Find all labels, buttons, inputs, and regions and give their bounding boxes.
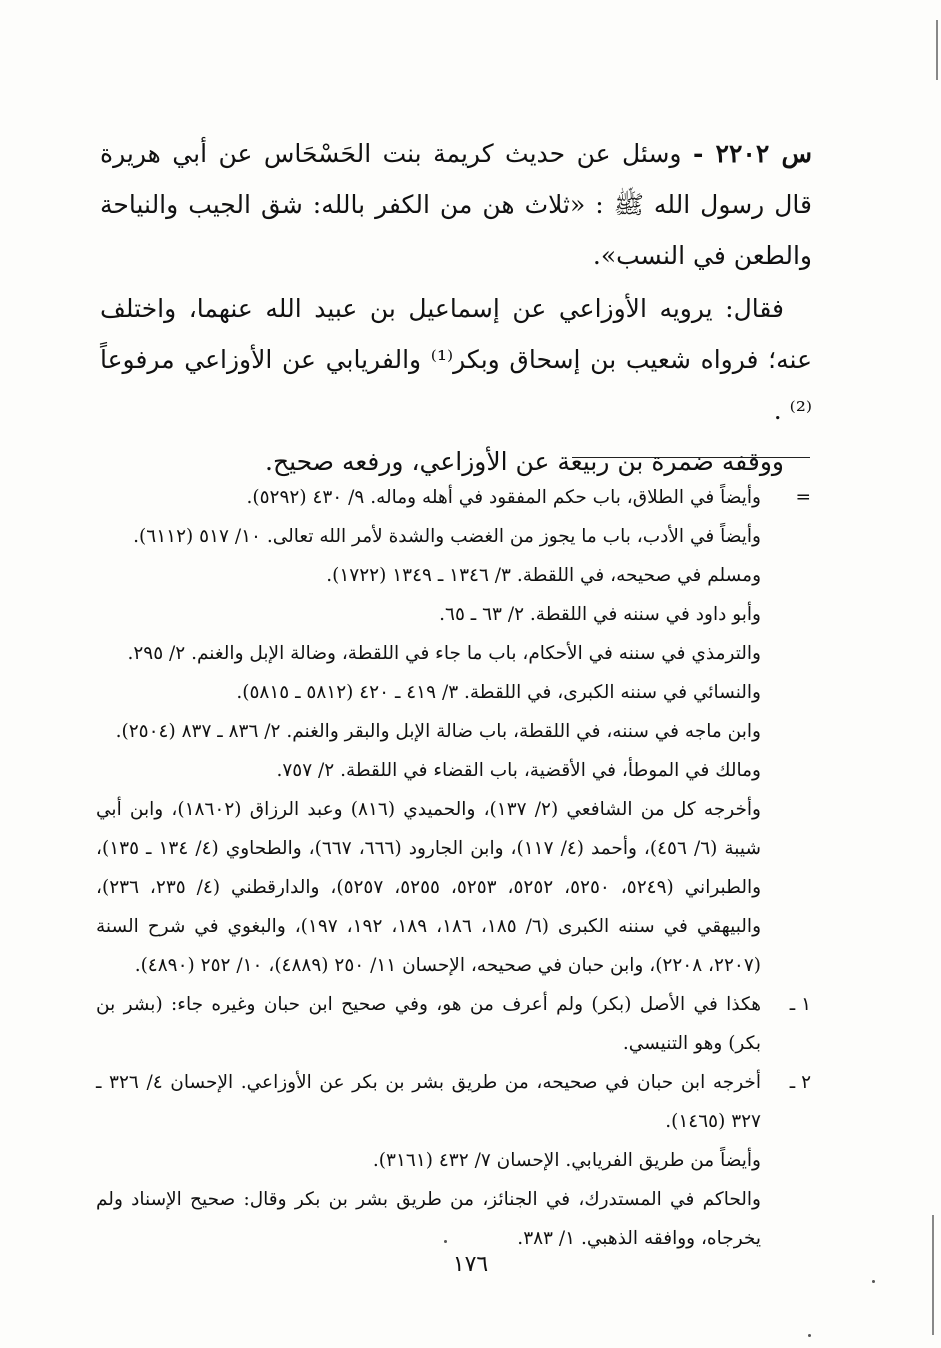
footnote-2 xyxy=(96,1063,811,1258)
footnote-line: وأخرجه كل من الشافعي (٢/ ١٣٧)، والحميدي (٨١٦) وعبد الرزاق (١٨٦٠٢)، وابن أبي شيبة (٦/ ٤٥٦)، وأحمد (٤/ ١١٧)، وابن الجارود (٦٦٦، ٦٦٧)، والطحاوي (٤/ ١٣٤ ـ ١٣٥)، والطبراني (٥٢٤٩، ٥٢٥٠، ٥٢٥٢، ٥٢٥٣، ٥٢٥٥، ٥٢٥٧)، والدارقطني (٤/ ٢٣٥، ٢٣٦)، والبيهقي في سننه الكبرى (٦/ ١٨٥، ١٨٦، ١٨٩، ١٩٢، ١٩٧)، والبغوي في شرح السنة (٢٢٠٧، ٢٢٠٨)، وابن حبان في صحيحه، الإحسان ١١/ ٢٥٠ (٤٨٨٩)، ١٠/ ٢٥٢ (٤٨٩٠). xyxy=(96,799,762,976)
footnote-continued xyxy=(96,478,811,790)
footnote-line: وأيضاً في الأدب، باب ما يجوز من الغضب والشدة لأمر الله تعالى. ١٠/ ٥١٧ (٦١١٢). xyxy=(133,526,761,547)
footnotes xyxy=(96,478,811,1258)
footnote-line: وابن ماجه في سننه، في اللقطة، باب ضالة الإبل والبقر والغنم. ٢/ ٨٣٦ ـ ٨٣٧ (٢٥٠٤). xyxy=(115,721,761,742)
footnote-separator xyxy=(572,457,810,458)
question-paragraph xyxy=(100,128,812,281)
page-number: ١٧٦ xyxy=(452,1252,489,1277)
footnote-mark: ١ ـ xyxy=(789,994,811,1015)
footnote-body xyxy=(96,478,761,790)
footnote-line: هكذا في الأصل (بكر) ولم أعرف من هو، وفي صحيح ابن حبان وغيره جاء: (بشر بن بكر) وهو التنيسي. xyxy=(96,994,761,1054)
main-text xyxy=(100,128,812,487)
footnote-line: والنسائي في سننه الكبرى، في اللقطة. ٣/ ٤١٩ ـ ٤٢٠ (٥٨١٢ ـ ٥٨١٥). xyxy=(236,682,761,703)
footnote-line: وأيضاً في الطلاق، باب حكم المفقود في أهله وماله. ٩/ ٤٣٠ (٥٢٩٢). xyxy=(246,487,761,508)
footnote-line: أخرجه ابن حبان في صحيحه، من طريق بشر بن بكر عن الأوزاعي. الإحسان ٤/ ٣٢٦ ـ ٣٢٧ (١٤٦٥). xyxy=(96,1072,761,1132)
footnote-line: والحاكم في المستدرك، في الجنائز، من طريق بشر بن بكر وقال: صحيح الإسناد ولم يخرجاه، ووافقه الذهبي. ١/ ٣٨٣. xyxy=(96,1189,761,1249)
footnote-mark: = xyxy=(795,487,811,508)
footnote-continued-wide xyxy=(96,790,761,985)
footnote-1 xyxy=(96,985,811,1063)
footnote-line: وأيضاً من طريق الفريابي. الإحسان ٧/ ٤٣٢ (٣١٦١). xyxy=(372,1150,761,1171)
question-number: س ٢٢٠٢ - xyxy=(692,139,812,168)
footnote-line: ومسلم في صحيحه، في اللقطة. ٣/ ١٣٤٦ ـ ١٣٤٩ (١٧٢٢). xyxy=(326,565,761,586)
answer-paragraph-2: ووقفه ضمرة بن ربيعة عن الأوزاعي، ورفعه صحيح. xyxy=(265,447,784,476)
scan-edge-mark xyxy=(932,1215,934,1335)
answer-paragraph: فقال: يرويه الأوزاعي عن إسماعيل بن عبيد الله عنهما، واختلف عنه؛ فرواه شعيب بن إسحاق وبكر⁽¹⁾ والفريابي عن الأوزاعي مرفوعاً ⁽²⁾ . xyxy=(100,294,812,425)
scan-speck xyxy=(444,1240,447,1243)
scan-speck xyxy=(808,1334,811,1337)
footnote-body xyxy=(96,1063,761,1258)
footnote-mark: ٢ ـ xyxy=(789,1072,811,1093)
footnote-line: وأبو داود في سننه في اللقطة. ٢/ ٦٣ ـ ٦٥. xyxy=(439,604,761,625)
scan-edge-mark xyxy=(936,20,938,80)
question-text: وسئل عن حديث كريمة بنت الحَسْحَاس عن أبي هريرة قال رسول الله ﷺ : «ثلاث هن من الكفر بالله: شق الجيب والنياحة والطعن في النسب». xyxy=(100,139,812,270)
footnote-body xyxy=(96,790,761,985)
footnote-body xyxy=(96,985,761,1063)
footnote-line: والترمذي في سننه في الأحكام، باب ما جاء في اللقطة، وضالة الإبل والغنم. ٢/ ٢٩٥. xyxy=(127,643,761,664)
footnote-line: ومالك في الموطأ، في الأقضية، باب القضاء في اللقطة. ٢/ ٧٥٧. xyxy=(276,760,761,781)
scan-speck xyxy=(872,1280,875,1283)
